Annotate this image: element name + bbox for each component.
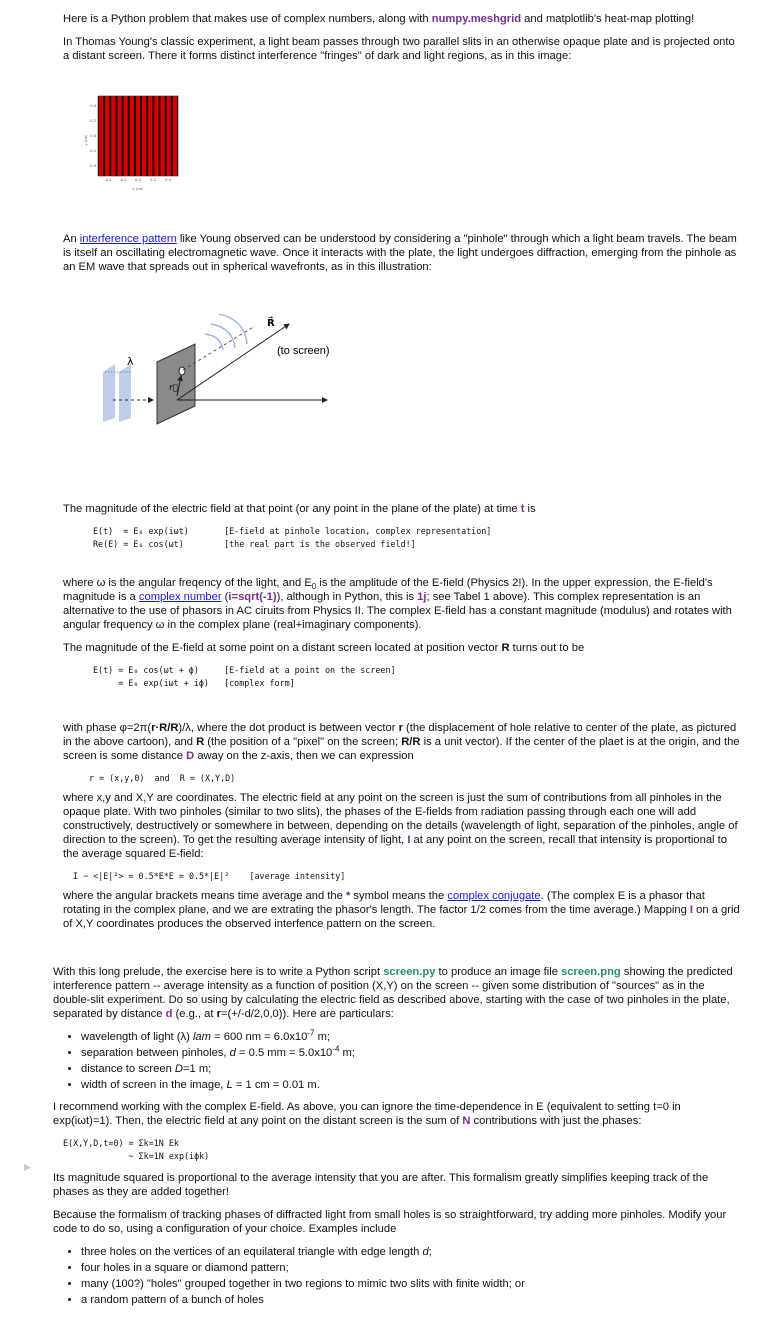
- bright-fringe: [99, 96, 103, 176]
- bright-fringe: [117, 96, 121, 176]
- field-section: [63, 502, 743, 561]
- r-vector-label: r⃗: [169, 383, 178, 392]
- bright-fringe: [173, 96, 177, 176]
- x-tick-label: 0.2: [150, 178, 156, 182]
- bright-fringe: [167, 96, 171, 176]
- y-tick-label: 0.2: [90, 119, 96, 124]
- angular-paragraph: where the angular brackets means time average and the * symbol means the complex conjugate. (The complex E is a phasor that rotating in the complex plane, and we are extrating the phasor's length. The factor 1/2 comes from the time average.) Mapping I on a grid of X,Y coordinates produces the observed interfence pattern on the screen.: [63, 890, 740, 930]
- R-vector-label: R⃗: [267, 318, 275, 329]
- bright-fringe: [130, 96, 134, 176]
- exercise-section: [53, 965, 743, 1315]
- intro-section: [63, 12, 743, 72]
- intro-paragraph-1: Here is a Python problem that makes use of complex numbers, along with numpy.meshgrid and matplotlib's heat-map plotting!: [63, 13, 695, 25]
- x-tick-label: -0.2: [119, 178, 127, 182]
- bright-fringe: [160, 96, 164, 176]
- interference-heatmap: [80, 92, 190, 200]
- complex-number-link[interactable]: complex number: [138, 591, 222, 603]
- phase-paragraph: with phase φ=2π(r·R/R)/λ, where the dot product is between vector r (the displacement of hole relative to center of the plate, as pictured in the above cartoon), and R (the position of a "pixel" on the screen; R/R is a unit vector). If the center of the plaet is at the origin, and the screen is some distance D away on the z-axis, then we can expression: [63, 722, 740, 762]
- coords-paragraph: where x,y and X,Y are coordinates. The electric field at any point on the screen is just the sum of contributions from all pinholes in the opaque plate. With two pinholes (similar to two slits), the phases of the E-fields from radiation passing through each one will add constructively, destructively or somewhere in between, depending on the details (wavelength of light, separation of the pinholes, angle of direction to the screen). To get the resulting average intensity of light, I at any point on the screen, recall that intensity is proportional to the average squared E-field:: [63, 792, 738, 860]
- list-item: • distance to screen D=1 m;: [81, 1062, 743, 1076]
- recommend-paragraph: I recommend working with the complex E-field. As above, you can ignore the time-dependence in E (equivalent to setting t=0 in exp(iωt)=1). Then, the electric field at any point on the distant screen is the sum of N contributions with just the phases:: [53, 1101, 681, 1127]
- code-block-3: r = (x,y,0) and R = (X,Y,D): [89, 773, 236, 783]
- bright-fringe: [154, 96, 158, 176]
- bright-fringe: [105, 96, 109, 176]
- x-tick-label: -0.4: [104, 178, 112, 182]
- list-item: • separation between pinholes, d = 0.5 mm = $5.0x10^{-4}$ m;: [81, 1046, 743, 1060]
- list-item: • many (100?) "holes" grouped together in two regions to mimic two slits with finite width; or: [81, 1277, 743, 1291]
- y-tick-label: -0.2: [88, 149, 96, 154]
- magnitude-paragraph: The magnitude of the electric field at that point (or any point in the plane of the plate) at time t is: [63, 503, 536, 515]
- phase-section: [63, 721, 743, 940]
- omega-section: [63, 576, 743, 700]
- particulars-list: [53, 1030, 743, 1092]
- bright-fringe: [124, 96, 128, 176]
- numpy-meshgrid-code: numpy.meshgrid: [431, 13, 522, 25]
- lambda-label: λ: [127, 355, 134, 368]
- y-tick-label: 0.4: [90, 104, 96, 109]
- caret-marker-icon: [24, 1164, 34, 1171]
- interference-pattern-link[interactable]: interference pattern: [79, 233, 177, 245]
- bright-fringe: [142, 96, 146, 176]
- to-screen-label: (to screen): [277, 345, 330, 357]
- x-tick-label: 0.0: [135, 178, 141, 182]
- code-block-1: E(t) = E₀ exp(iωt) [E-field at pinhole location, complex representation] Re(E) = E₀ cos(ωt) [the real part is the observed field!]: [93, 526, 492, 549]
- code-block-2: E(t) = E₀ cos(ωt + ϕ) [E-field at a point on the screen] = E₀ exp(iωt + iϕ) [complex form]: [93, 665, 396, 688]
- code-block-4: I ~ <|E|²> = 0.5*E*E = 0.5*|E|² [average intensity]: [73, 871, 346, 881]
- examples-list: [53, 1245, 743, 1307]
- heatmap-xlabel: x (cm): [132, 187, 144, 191]
- bright-fringe: [148, 96, 152, 176]
- bright-fringe: [136, 96, 140, 176]
- x-tick-label: 0.4: [165, 178, 171, 182]
- y-tick-label: -0.4: [88, 164, 96, 169]
- because-paragraph: Because the formalism of tracking phases of diffracted light from small holes is so straightforward, try adding more pinholes. Modify your code to do so, using a configuration of your choice. Examples include: [53, 1209, 727, 1235]
- list-item: • width of screen in the image, L = 1 cm = 0.01 m.: [81, 1078, 743, 1092]
- bright-fringe: [111, 96, 115, 176]
- complex-conjugate-link[interactable]: complex conjugate: [447, 890, 541, 902]
- pinhole-diagram: [95, 300, 355, 430]
- y-tick-label: 0.0: [90, 134, 96, 139]
- heatmap-ylabel: y (cm): [84, 134, 88, 146]
- interference-paragraph: An interference pattern like Young observed can be understood by considering a "pinhole" through which a light beam travels. The beam is itself an oscillating electromagnetic wave. Once it interacts with the plate, the light undergoes diffraction, emerging from the pinhole as an EM wave that spreads out in spherical wavefronts, as in this illustration:: [63, 233, 737, 273]
- list-item: • four holes in a square or diamond pattern;: [81, 1261, 743, 1275]
- screen-png-filename: screen.png: [561, 966, 621, 978]
- list-item: • three holes on the vertices of an equilateral triangle with edge length d;: [81, 1245, 743, 1259]
- list-item: • wavelength of light (λ) lam = 600 nm = $6.0x10^{-7}$ m;: [81, 1030, 743, 1044]
- interference-section: [63, 232, 743, 283]
- magnitude-squared-paragraph: Its magnitude squared is proportional to the average intensity that you are after. This formalism greatly simplifies keeping track of the phases as they are added together!: [53, 1172, 709, 1198]
- screen-paragraph: The magnitude of the E-field at some point on a distant screen located at position vector R turns out to be: [63, 642, 585, 654]
- omega-paragraph: where ω is the angular freqency of the light, and $E_0$ is the amplitude of the E-field (Physics 2!). In the upper expression, the E-field's magnitude is a complex number (i=sqrt(-1)), although in Python, this is 1j; see Tabel 1 above). This complex representation is an alternative to the use of phasors in AC ciruits from Physics II. The complex E-field has a constant magnitude (modulus) and rotates with angular frequency ω in the complex plane (real+imaginary components).: [63, 577, 732, 631]
- screen-py-filename: screen.py: [383, 966, 436, 978]
- code-block-5: E(X,Y,D,t=0) = Σk=1N Ek ~ Σk=1N exp(iϕk): [63, 1138, 210, 1161]
- intro-paragraph-2: In Thomas Young's classic experiment, a light beam passes through two parallel slits in an otherwise opaque plate and is projected onto a distant screen. There it forms distinct interference "fringes" of dark and light regions, as in this image:: [63, 36, 735, 62]
- exercise-paragraph: With this long prelude, the exercise here is to write a Python script screen.py to produce an image file screen.png showing the predicted interference pattern -- average intensity as a function of position (X,Y) on the screen -- given some distribution of "sources" as in the double-slit experiment. Do so using by calculating the electric field as described above, starting with the case of two pinholes in the plate, separated by distance d (e.g., at r=(+/-d/2,0,0)). Here are particulars:: [53, 966, 733, 1020]
- list-item: • a random pattern of a bunch of holes: [81, 1293, 743, 1307]
